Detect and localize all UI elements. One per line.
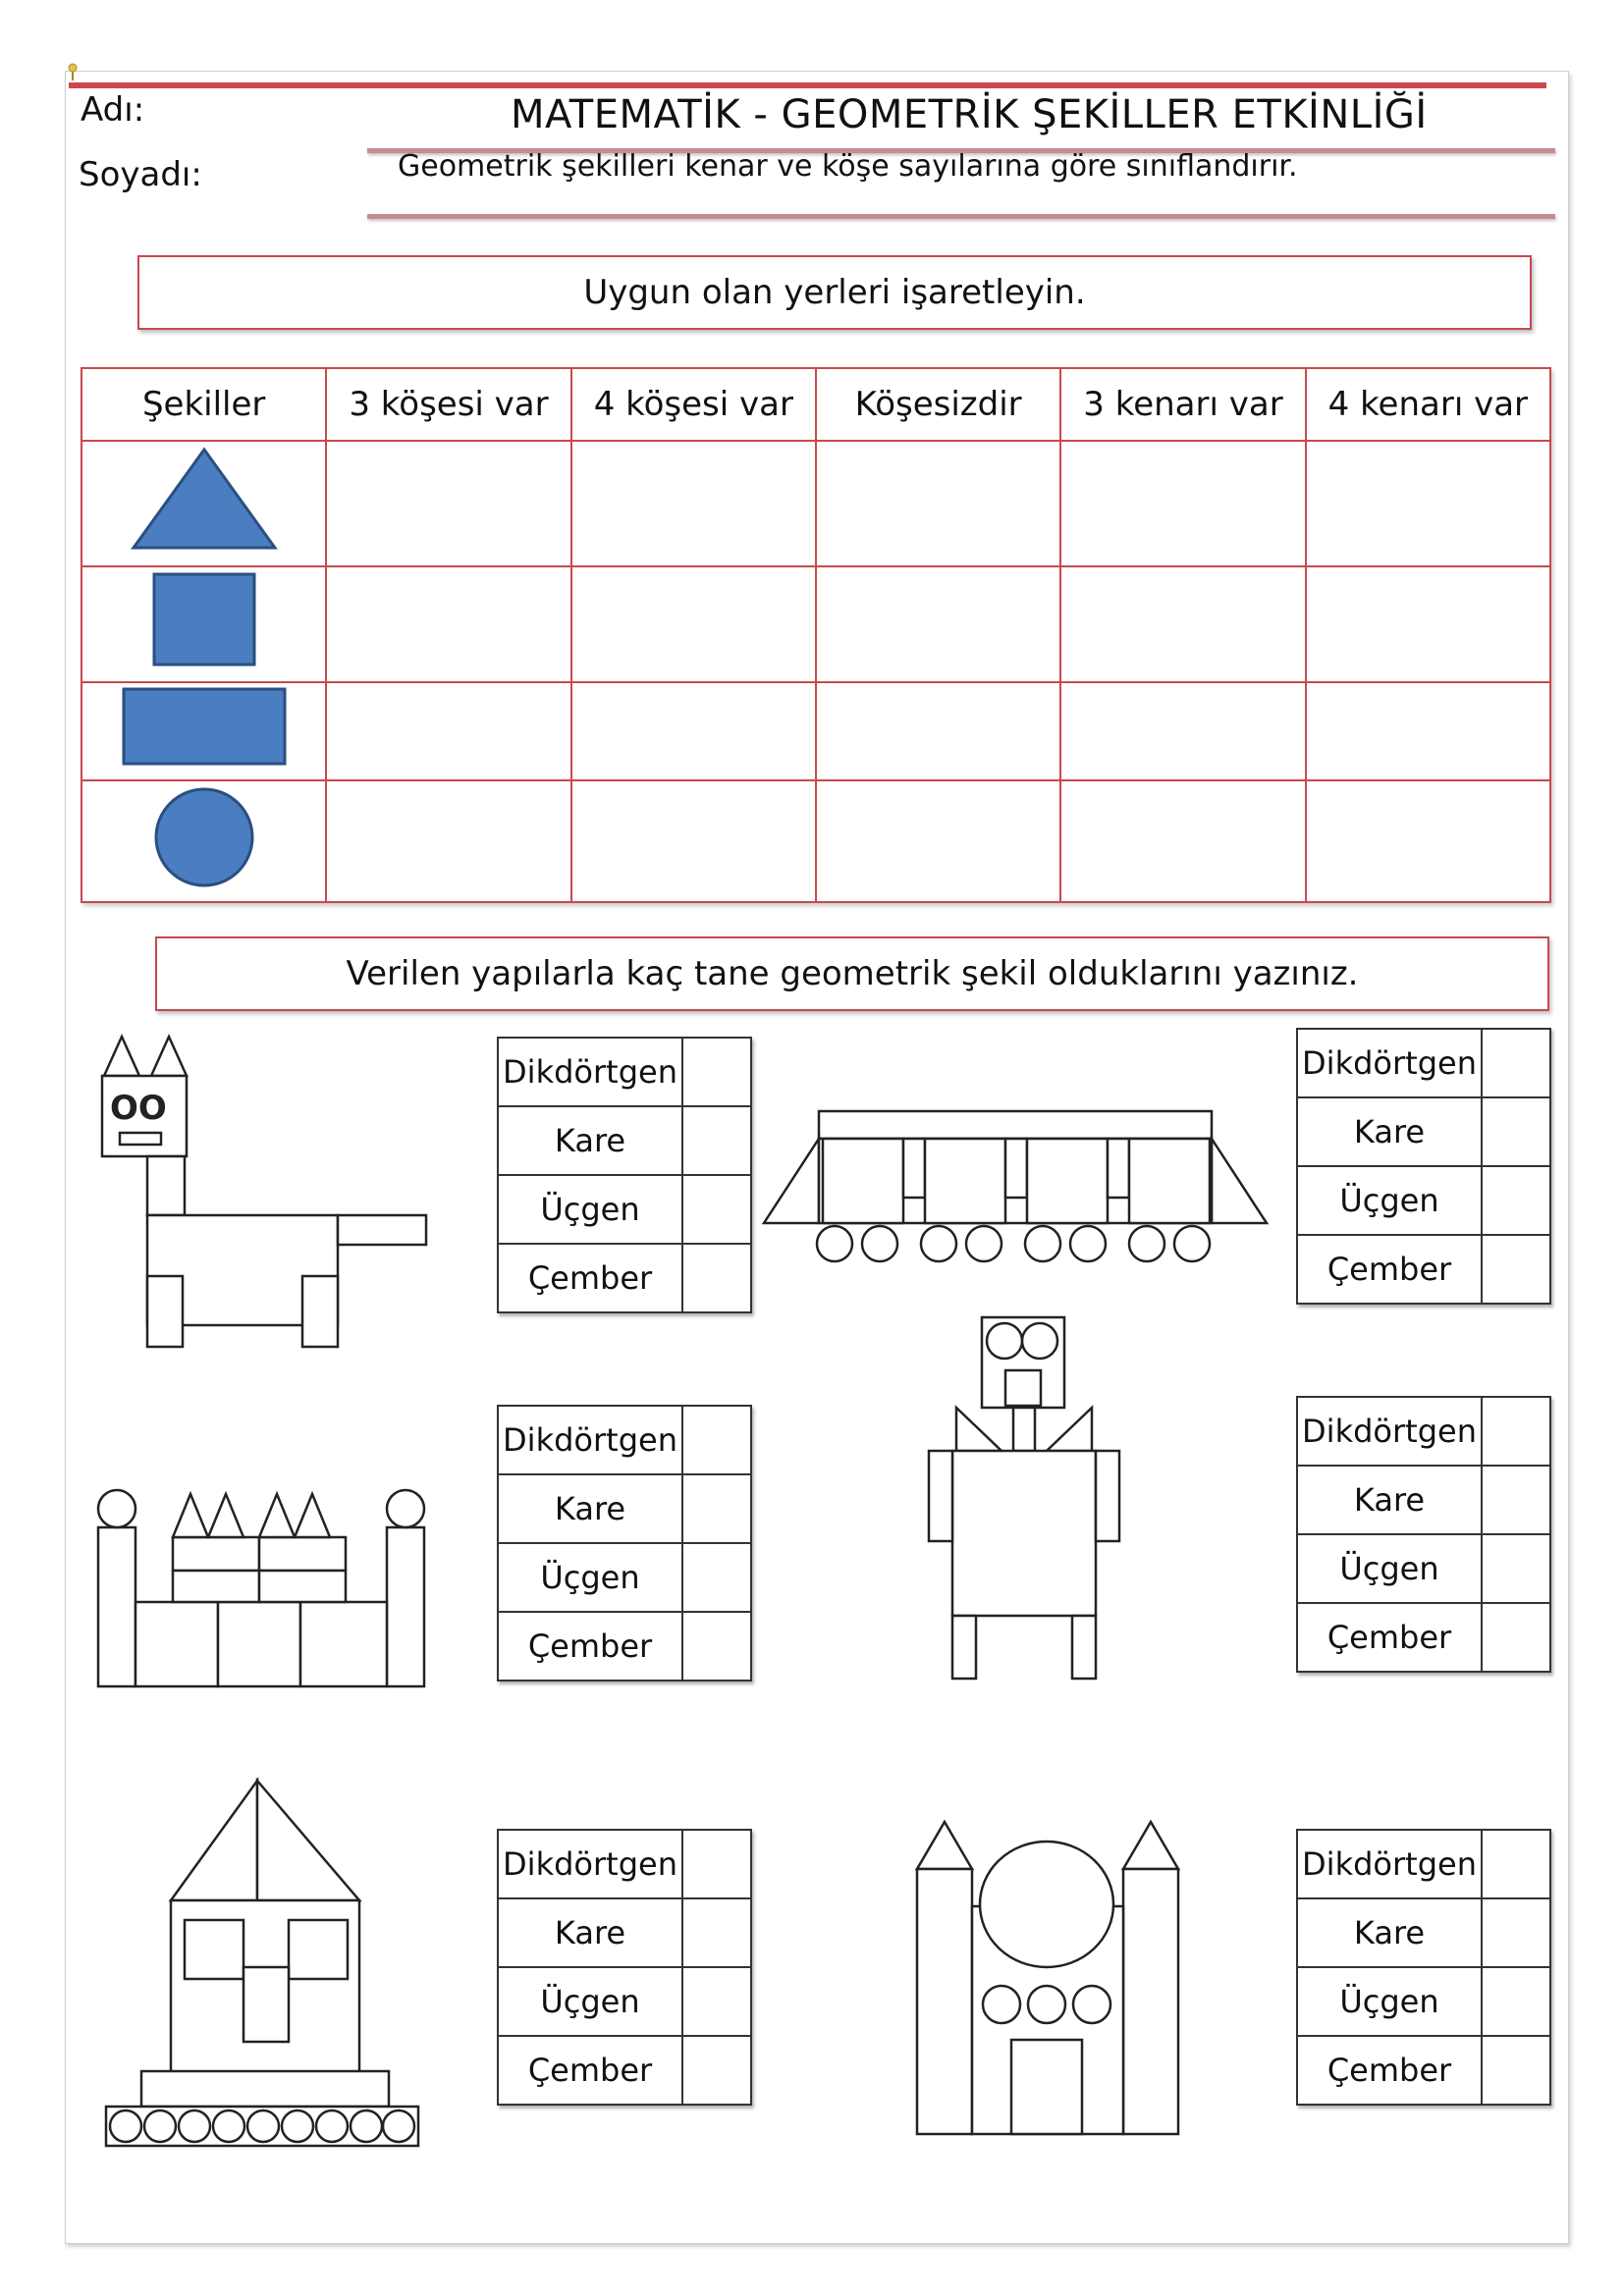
pin-icon xyxy=(67,63,79,80)
count-label: Çember xyxy=(498,1244,682,1312)
count-table-cat xyxy=(497,1037,752,1313)
count-answer[interactable] xyxy=(682,1474,751,1543)
count-label: Üçgen xyxy=(1297,1534,1482,1603)
answer-cell[interactable] xyxy=(1306,780,1550,902)
count-table-mosque xyxy=(1296,1829,1551,2106)
count-label: Dikdörtgen xyxy=(498,1406,682,1474)
count-answer[interactable] xyxy=(682,1406,751,1474)
train-figure xyxy=(762,1109,1272,1266)
count-answer[interactable] xyxy=(1482,1967,1550,2036)
count-answer[interactable] xyxy=(682,1106,751,1175)
answer-cell[interactable] xyxy=(1060,566,1305,682)
answer-cell[interactable] xyxy=(571,441,816,566)
triangle-icon xyxy=(126,446,283,554)
answer-cell[interactable] xyxy=(571,780,816,902)
shape-cell xyxy=(81,441,326,566)
count-label: Dikdörtgen xyxy=(1297,1029,1482,1097)
count-label: Kare xyxy=(498,1106,682,1175)
column-header: 3 köşesi var xyxy=(326,368,570,441)
count-answer[interactable] xyxy=(1482,1898,1550,1967)
count-label: Dikdörtgen xyxy=(498,1038,682,1106)
count-label: Çember xyxy=(1297,2036,1482,2105)
answer-cell[interactable] xyxy=(1060,441,1305,566)
section1-instruction: Uygun olan yerleri işaretleyin. xyxy=(137,255,1532,330)
table-row xyxy=(81,566,1550,682)
answer-cell[interactable] xyxy=(816,682,1060,781)
shape-cell xyxy=(81,566,326,682)
count-label: Dikdörtgen xyxy=(498,1830,682,1898)
subtitle-bottom-rule xyxy=(367,214,1555,219)
count-label: Kare xyxy=(1297,1466,1482,1534)
count-answer[interactable] xyxy=(1482,1097,1550,1166)
count-label: Kare xyxy=(1297,1898,1482,1967)
column-header: 3 kenarı var xyxy=(1060,368,1305,441)
answer-cell[interactable] xyxy=(1306,566,1550,682)
answer-cell[interactable] xyxy=(1306,441,1550,566)
count-label: Dikdörtgen xyxy=(1297,1830,1482,1898)
count-table-robot xyxy=(1296,1396,1551,1673)
name-label: Adı: xyxy=(81,90,145,130)
robot-figure xyxy=(927,1315,1133,1688)
column-header: 4 kenarı var xyxy=(1306,368,1550,441)
count-answer[interactable] xyxy=(1482,1466,1550,1534)
answer-cell[interactable] xyxy=(326,780,570,902)
table-header-row xyxy=(81,368,1550,441)
count-label: Çember xyxy=(1297,1235,1482,1304)
count-label: Kare xyxy=(498,1474,682,1543)
count-answer[interactable] xyxy=(682,1543,751,1612)
count-answer[interactable] xyxy=(682,1038,751,1106)
count-label: Üçgen xyxy=(498,1175,682,1244)
castle-figure xyxy=(94,1484,428,1690)
answer-cell[interactable] xyxy=(816,566,1060,682)
square-icon xyxy=(150,570,258,668)
count-answer[interactable] xyxy=(682,1898,751,1967)
count-answer[interactable] xyxy=(1482,1830,1550,1898)
count-answer[interactable] xyxy=(682,2036,751,2105)
page-subtitle: Geometrik şekilleri kenar ve köşe sayılarına göre sınıflandırır. xyxy=(398,149,1298,184)
count-answer[interactable] xyxy=(1482,1029,1550,1097)
count-label: Çember xyxy=(498,1612,682,1681)
table-row xyxy=(81,441,1550,566)
answer-cell[interactable] xyxy=(571,682,816,781)
count-label: Çember xyxy=(1297,1603,1482,1672)
count-label: Üçgen xyxy=(1297,1967,1482,2036)
count-answer[interactable] xyxy=(682,1612,751,1681)
count-answer[interactable] xyxy=(682,1830,751,1898)
count-table-house xyxy=(497,1829,752,2106)
count-label: Üçgen xyxy=(1297,1166,1482,1235)
shape-cell xyxy=(81,682,326,781)
surname-label: Soyadı: xyxy=(79,155,202,194)
count-table-castle xyxy=(497,1405,752,1682)
table-row xyxy=(81,682,1550,781)
house-figure xyxy=(102,1775,426,2167)
shape-cell xyxy=(81,780,326,902)
answer-cell[interactable] xyxy=(1306,682,1550,781)
header-rule xyxy=(69,82,1546,88)
circle-icon xyxy=(152,785,256,889)
count-label: Çember xyxy=(498,2036,682,2105)
section2-instruction: Verilen yapılarla kaç tane geometrik şekil olduklarını yazınız. xyxy=(155,936,1549,1011)
count-answer[interactable] xyxy=(682,1967,751,2036)
answer-cell[interactable] xyxy=(326,566,570,682)
answer-cell[interactable] xyxy=(571,566,816,682)
answer-cell[interactable] xyxy=(1060,682,1305,781)
count-label: Üçgen xyxy=(498,1543,682,1612)
count-answer[interactable] xyxy=(1482,1534,1550,1603)
classification-table xyxy=(81,367,1551,903)
answer-cell[interactable] xyxy=(326,441,570,566)
count-answer[interactable] xyxy=(1482,1397,1550,1466)
count-answer[interactable] xyxy=(682,1175,751,1244)
cat-figure xyxy=(98,1031,432,1350)
answer-cell[interactable] xyxy=(326,682,570,781)
count-table-train xyxy=(1296,1028,1551,1305)
table-row xyxy=(81,780,1550,902)
count-answer[interactable] xyxy=(1482,1603,1550,1672)
count-label: Kare xyxy=(1297,1097,1482,1166)
answer-cell[interactable] xyxy=(816,441,1060,566)
answer-cell[interactable] xyxy=(1060,780,1305,902)
count-label: Kare xyxy=(498,1898,682,1967)
column-header: Şekiller xyxy=(81,368,326,441)
count-answer[interactable] xyxy=(682,1244,751,1312)
svg-text:OO: OO xyxy=(110,1089,167,1128)
count-label: Üçgen xyxy=(498,1967,682,2036)
column-header: 4 köşesi var xyxy=(571,368,816,441)
mosque-figure xyxy=(913,1818,1188,2142)
count-answer[interactable] xyxy=(1482,2036,1550,2105)
answer-cell[interactable] xyxy=(816,780,1060,902)
count-answer[interactable] xyxy=(1482,1235,1550,1304)
column-header: Köşesizdir xyxy=(816,368,1060,441)
rectangle-icon xyxy=(120,685,289,768)
count-label: Dikdörtgen xyxy=(1297,1397,1482,1466)
page-title: MATEMATİK - GEOMETRİK ŞEKİLLER ETKİNLİĞİ xyxy=(511,92,1428,137)
count-answer[interactable] xyxy=(1482,1166,1550,1235)
